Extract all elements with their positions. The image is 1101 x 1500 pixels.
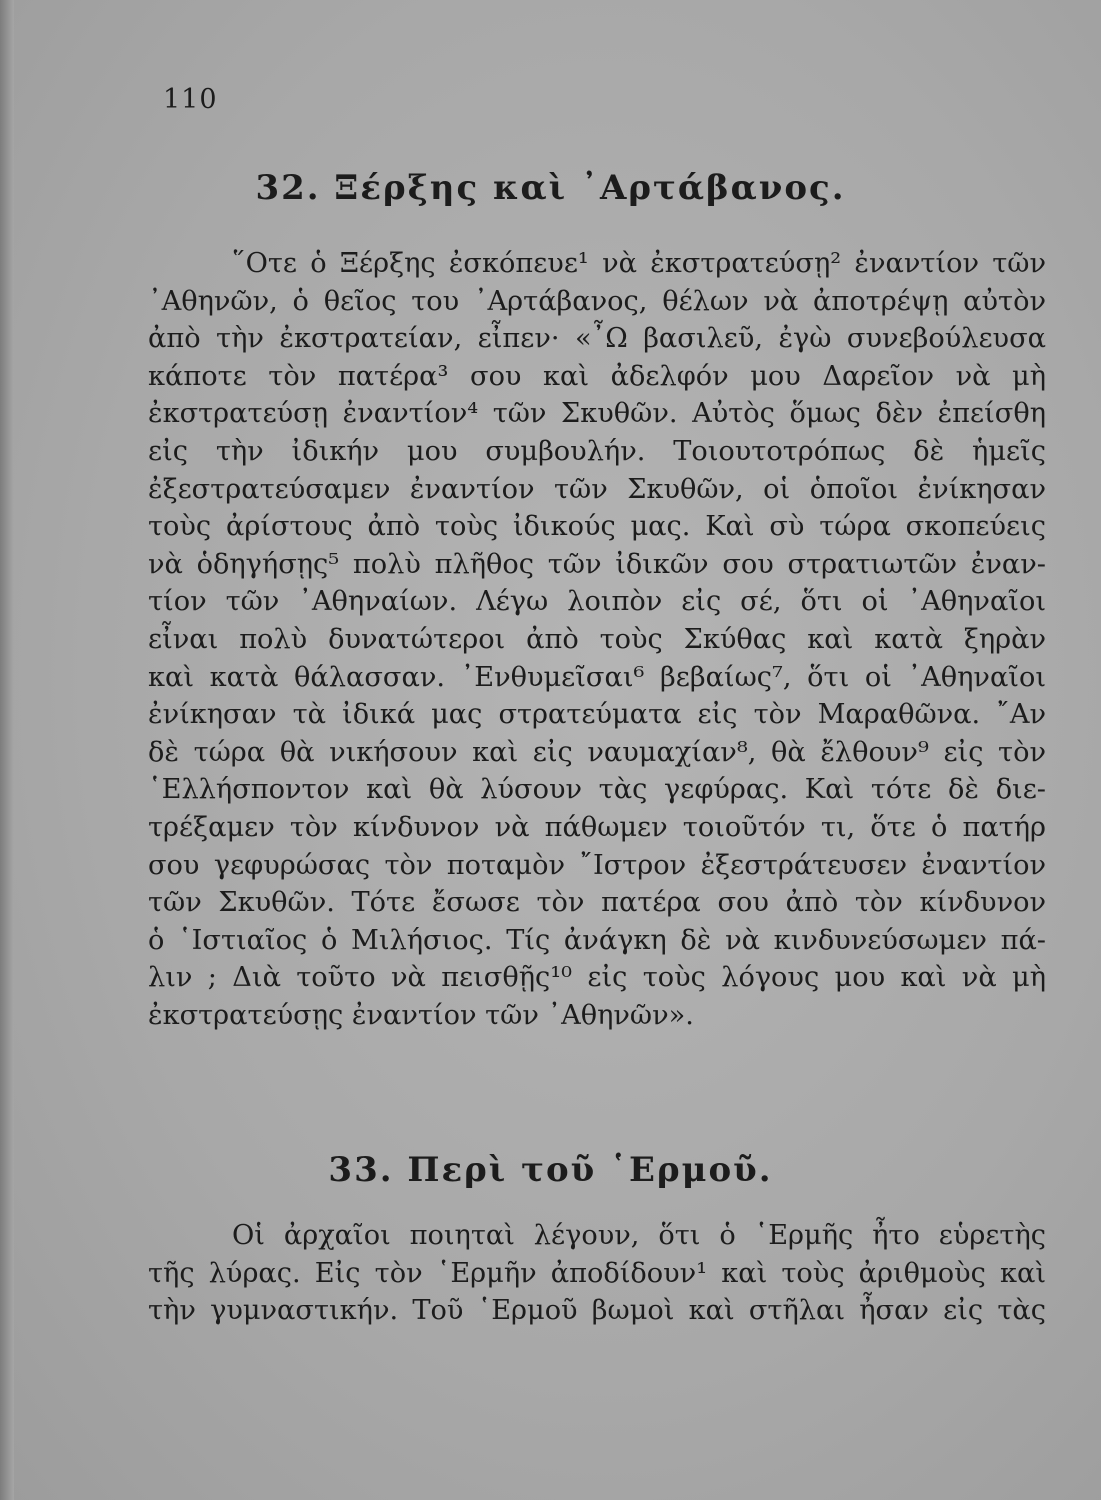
text-line: τὴν γυμναστικήν. Τοῦ ῾Ερμοῦ βωμοὶ καὶ στῆλαι ἦσαν εἰς τὰς [148, 1295, 1046, 1327]
text-line: τίον τῶν ᾿Αθηναίων. Λέγω λοιπὸν εἰς σέ, ὅτι οἱ ᾿Αθηναῖοι [148, 586, 1046, 618]
section-32-heading: 32. Ξέρξης καὶ ᾿Αρτάβανος. [255, 168, 846, 208]
text-line: σου γεφυρώσας τὸν ποταμὸν ῎Ιστρον ἐξεστράτευσεν ἐναντίον [148, 849, 1046, 881]
page-gutter-shadow [0, 0, 14, 1500]
text-line: τῶν Σκυθῶν. Τότε ἔσωσε τὸν πατέρα σου ἀπὸ τὸν κίνδυνον [148, 887, 1046, 919]
text-line: ὁ ῾Ιστιαῖος ὁ Μιλήσιος. Τίς ἀνάγκη δὲ νὰ κινδυνεύσωμεν πά- [148, 924, 1046, 956]
text-line: εἶναι πολὺ δυνατώτεροι ἀπὸ τοὺς Σκύθας καὶ κατὰ ξηρὰν [148, 623, 1046, 655]
text-line: λιν ; Διὰ τοῦτο νὰ πεισθῇς¹⁰ εἰς τοὺς λόγους μου καὶ νὰ μὴ [148, 962, 1046, 994]
text-line: ἀπὸ τὴν ἐκστρατείαν, εἶπεν· «῏Ω βασιλεῦ, ἐγὼ συνεβούλευσα [148, 323, 1046, 355]
page-number: 110 [163, 84, 218, 115]
text-line: καὶ κατὰ θάλασσαν. ᾿Ενθυμεῖσαι⁶ βεβαίως⁷, ὅτι οἱ ᾿Αθηναῖοι [148, 661, 1046, 693]
text-line: νὰ ὁδηγήσῃς⁵ πολὺ πλῆθος τῶν ἰδικῶν σου στρατιωτῶν ἐναν- [148, 548, 1046, 580]
text-line: ἐκστρατεύσῃς ἐναντίον τῶν ᾿Αθηνῶν». [148, 999, 694, 1031]
text-line: εἰς τὴν ἰδικήν μου συμβουλήν. Τοιουτοτρόπως δὲ ἡμεῖς [148, 435, 1046, 467]
text-line: κάποτε τὸν πατέρα³ σου καὶ ἀδελφόν μου Δαρεῖον νὰ μὴ [148, 360, 1046, 392]
section-32-body [148, 245, 1046, 1034]
section-33-body [148, 1217, 1046, 1330]
text-line: δὲ τώρα θὰ νικήσουν καὶ εἰς ναυμαχίαν⁸, θὰ ἔλθουν⁹ εἰς τὸν [148, 736, 1046, 768]
text-line: ἐξεστρατεύσαμεν ἐναντίον τῶν Σκυθῶν, οἱ ὁποῖοι ἐνίκησαν [148, 473, 1046, 505]
text-line: ἐνίκησαν τὰ ἰδικά μας στρατεύματα εἰς τὸν Μαραθῶνα. ῎Αν [148, 699, 1046, 731]
text-line: Οἱ ἀρχαῖοι ποιηταὶ λέγουν, ὅτι ὁ ῾Ερμῆς ἦτο εὑρετὴς [232, 1220, 1046, 1251]
text-line: ᾿Αθηνῶν, ὁ θεῖος του ᾿Αρτάβανος, θέλων νὰ ἀποτρέψῃ αὐτὸν [148, 285, 1046, 317]
text-line: ῞Οτε ὁ Ξέρξης ἐσκόπευε¹ νὰ ἐκστρατεύσῃ² ἐναντίον τῶν [232, 248, 1046, 279]
text-line: ἐκστρατεύσῃ ἐναντίον⁴ τῶν Σκυθῶν. Αὐτὸς ὅμως δὲν ἐπείσθη [148, 398, 1046, 430]
text-line: τοὺς ἀρίστους ἀπὸ τοὺς ἰδικούς μας. Καὶ σὺ τώρα σκοπεύεις [148, 511, 1046, 543]
text-line: τρέξαμεν τὸν κίνδυνον νὰ πάθωμεν τοιοῦτόν τι, ὅτε ὁ πατήρ [148, 811, 1046, 843]
text-line: τῆς λύρας. Εἰς τὸν ῾Ερμῆν ἀποδίδουν¹ καὶ τοὺς ἀριθμοὺς καὶ [148, 1257, 1046, 1289]
section-33-heading: 33. Περὶ τοῦ ῾Ερμοῦ. [328, 1150, 773, 1190]
text-line: ῾Ελλήσποντον καὶ θὰ λύσουν τὰς γεφύρας. Καὶ τότε δὲ διε- [148, 774, 1046, 806]
